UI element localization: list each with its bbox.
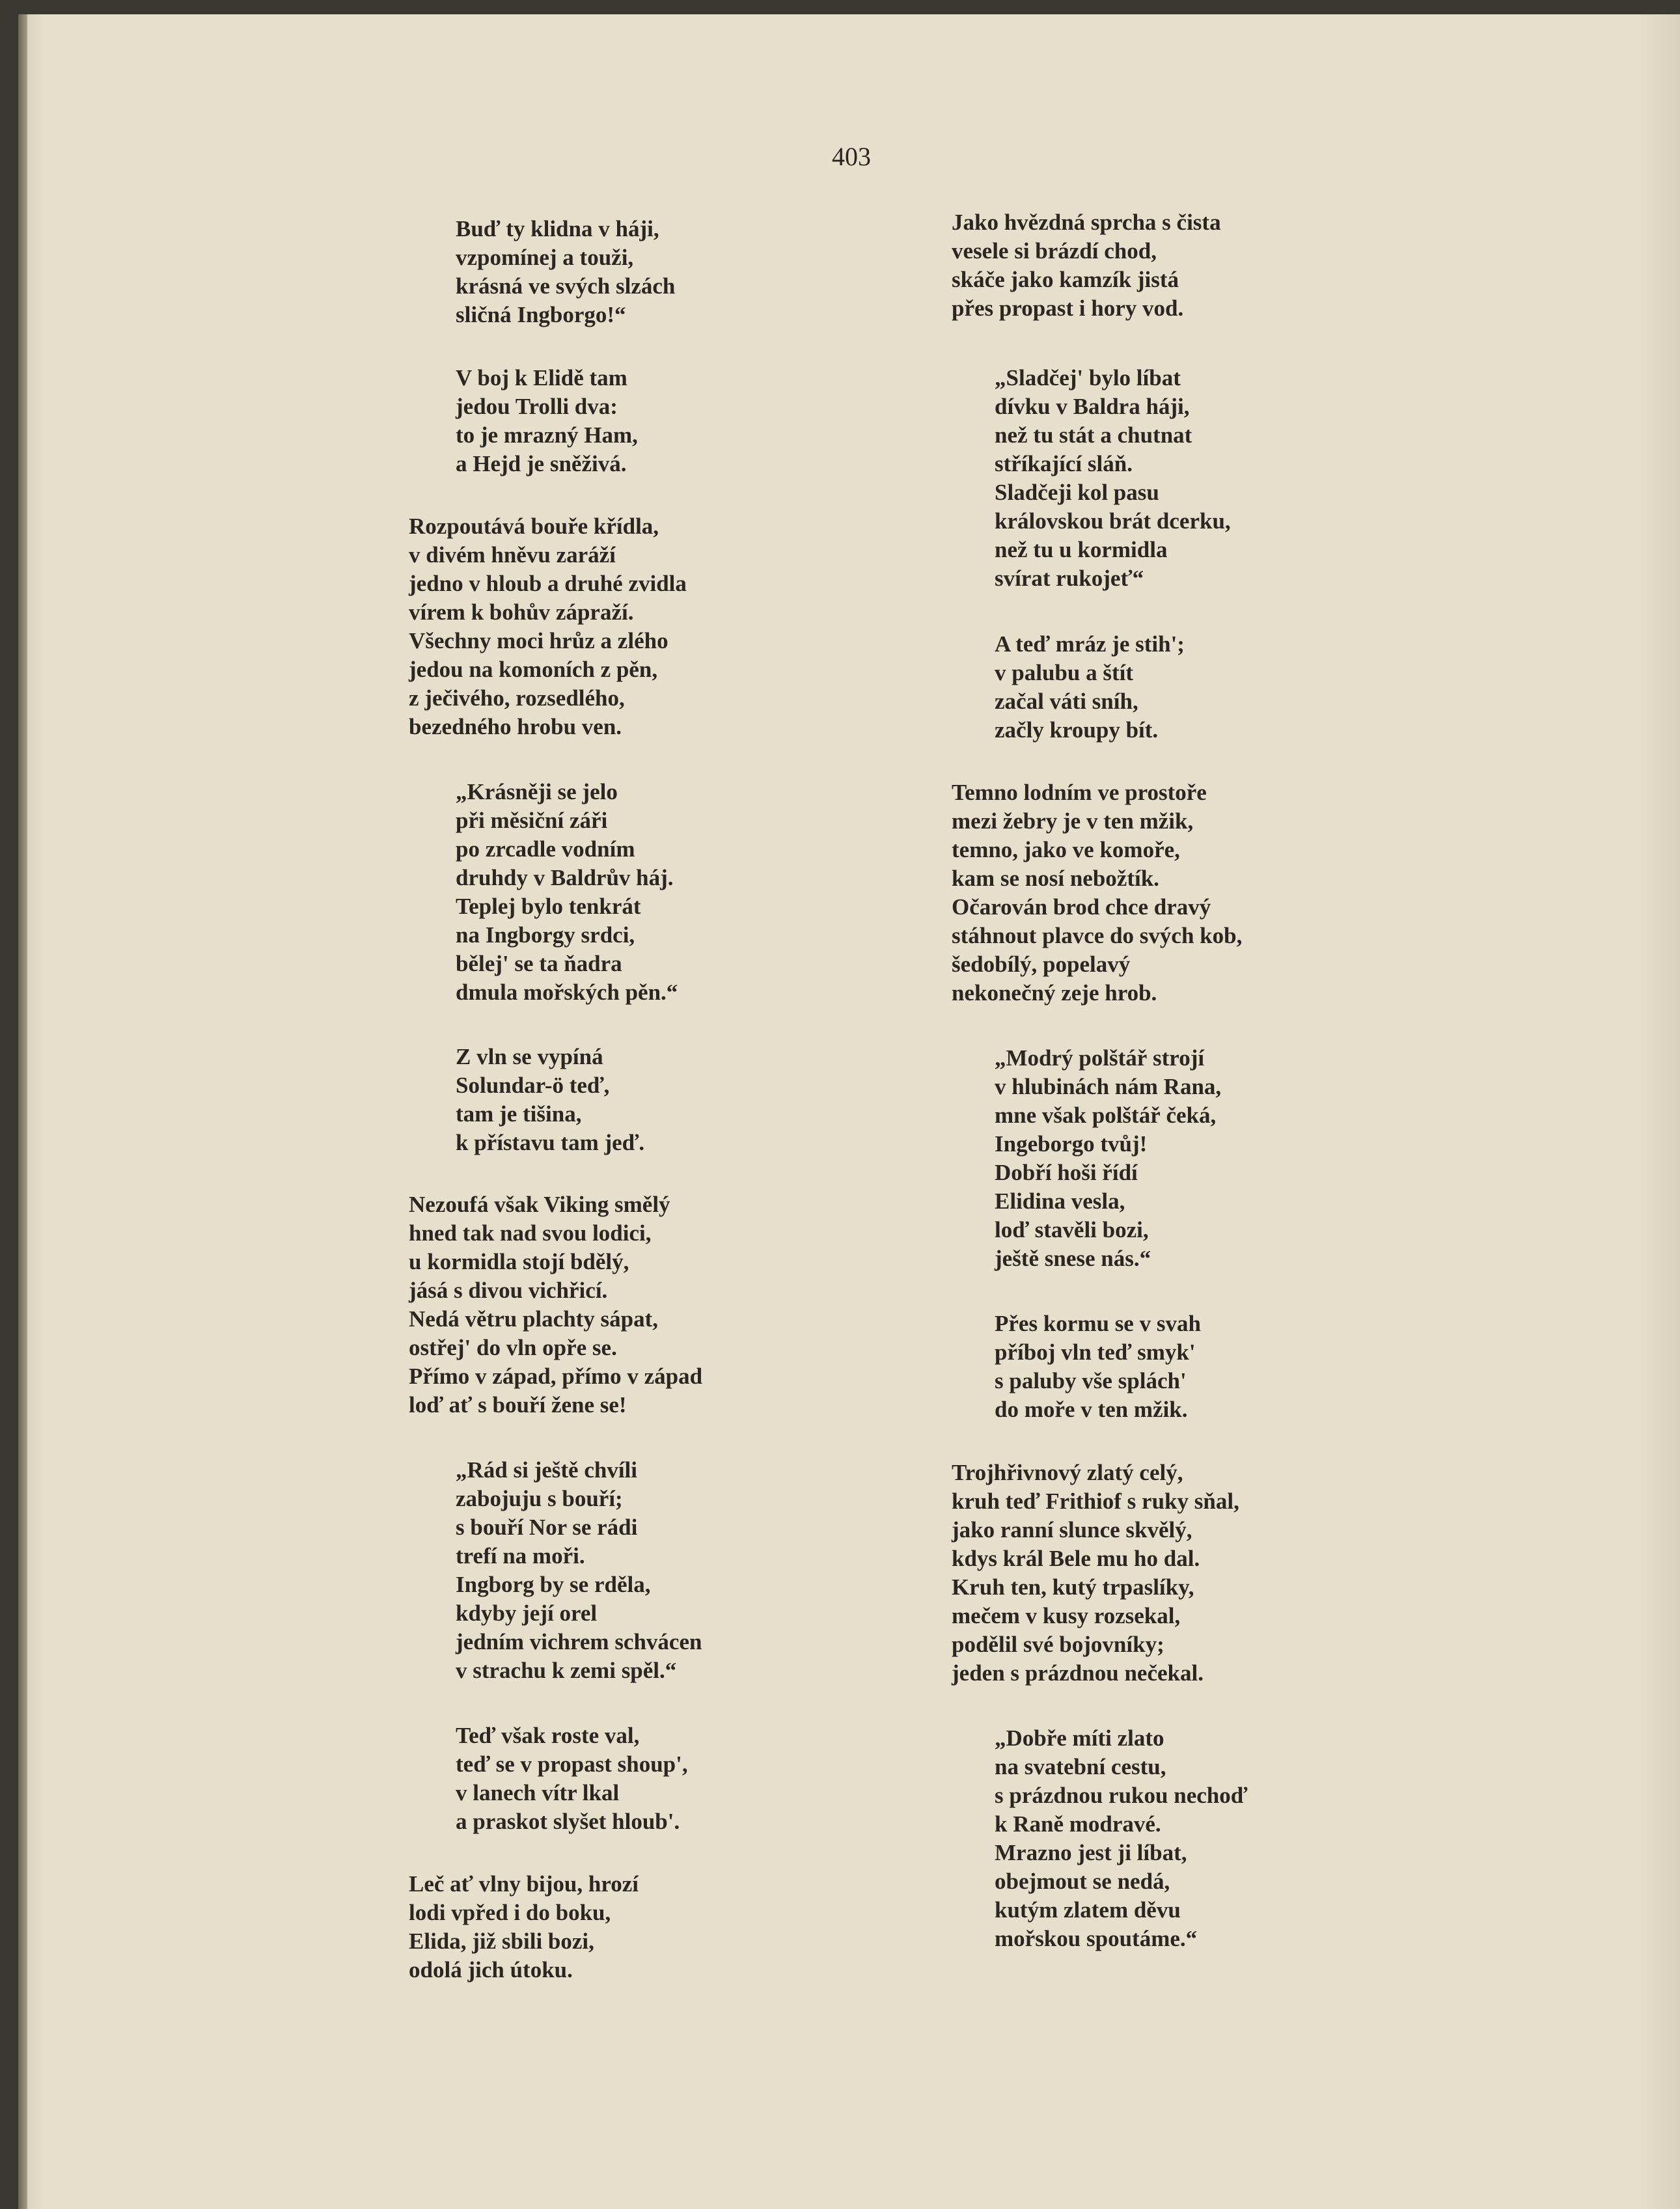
verse-line: stáhnout plavce do svých kob, <box>952 923 1243 948</box>
verse-line: s paluby vše splách' <box>995 1368 1187 1393</box>
verse-line: jedním vichrem schvácen <box>456 1629 702 1654</box>
verse-line: z ječivého, rozsedlého, <box>409 685 625 711</box>
stanza <box>456 778 678 1007</box>
verse-line: skáče jako kamzík jistá <box>952 267 1179 292</box>
verse-line: v hlubinách nám Rana, <box>995 1074 1222 1099</box>
verse-line: vírem k bohův zápraží. <box>409 599 634 625</box>
verse-line: a Hejd je sněživá. <box>456 451 627 476</box>
verse-line: Ingborg by se rděla, <box>456 1572 651 1597</box>
verse-line: Kruh ten, kutý trpaslíky, <box>952 1574 1194 1600</box>
verse-line: dívku v Baldra háji, <box>995 394 1190 419</box>
verse-line: na svatební cestu, <box>995 1754 1166 1779</box>
verse-line: „Sladčej' bylo líbat <box>995 365 1181 391</box>
verse-line: loď ať s bouří žene se! <box>409 1392 627 1418</box>
verse-line: temno, jako ve komoře, <box>952 837 1180 862</box>
verse-line: po zrcadle vodním <box>456 836 635 862</box>
stanza <box>995 1724 1247 1953</box>
verse-line: s prázdnou rukou nechoď <box>995 1783 1248 1808</box>
verse-line: bezedného hrobu ven. <box>409 714 622 739</box>
verse-line: Jako hvězdná sprcha s čista <box>952 210 1221 235</box>
verse-line: teď se v propast shoup', <box>456 1751 688 1777</box>
verse-line: ještě snese nás.“ <box>995 1246 1151 1271</box>
verse-line: zabojuju s bouří; <box>456 1486 623 1511</box>
stanza <box>995 364 1231 593</box>
stanza <box>995 630 1185 745</box>
verse-line: a praskot slyšet hloub'. <box>456 1809 680 1834</box>
verse-line: v strachu k zemi spěl.“ <box>456 1658 677 1683</box>
verse-line: na Ingborgy srdci, <box>456 922 635 948</box>
verse-line: druhdy v Baldrův háj. <box>456 865 674 890</box>
verse-line: jako ranní slunce skvělý, <box>952 1517 1192 1543</box>
verse-line: Solundar-ö teď, <box>456 1073 610 1098</box>
stanza <box>952 778 1242 1008</box>
verse-line: jeden s prázdnou nečekal. <box>952 1660 1204 1686</box>
verse-line: krásná ve svých slzách <box>456 273 676 299</box>
verse-line: V boj k Elidě tam <box>456 365 627 391</box>
verse-line: Trojhřivnový zlatý celý, <box>952 1460 1183 1485</box>
verse-line: mne však polštář čeká, <box>995 1103 1217 1128</box>
verse-line: vesele si brázdí chod, <box>952 238 1157 264</box>
verse-line: v divém hněvu zaráží <box>409 542 616 568</box>
verse-line: Přes kormu se v svah <box>995 1311 1201 1336</box>
verse-line: trefí na moři. <box>456 1543 585 1569</box>
verse-line: přes propast i hory vod. <box>952 295 1184 321</box>
verse-line: bělej' se ta ňadra <box>456 951 622 976</box>
verse-line: začly kroupy bít. <box>995 717 1159 743</box>
verse-line: stříkající sláň. <box>995 451 1133 476</box>
stanza <box>995 1310 1201 1424</box>
verse-line: loď stavěli bozi, <box>995 1217 1149 1242</box>
verse-line: mořskou spoutáme.“ <box>995 1926 1198 1951</box>
page-number: 403 <box>832 142 871 171</box>
verse-line: Očarován brod chce dravý <box>952 894 1211 920</box>
verse-line: Teď však roste val, <box>456 1723 640 1748</box>
page-binding-edge <box>18 14 27 2209</box>
verse-line: hned tak nad svou lodici, <box>409 1220 652 1246</box>
verse-line: Nezoufá však Viking smělý <box>409 1192 670 1217</box>
verse-line: v lanech vítr lkal <box>456 1780 620 1805</box>
stanza <box>456 1043 644 1157</box>
verse-line: obejmout se nedá, <box>995 1869 1170 1894</box>
verse-line: Leč ať vlny bijou, hrozí <box>409 1871 639 1897</box>
verse-line: sličná Ingborgo!“ <box>456 302 626 327</box>
verse-line: s bouří Nor se rádi <box>456 1515 638 1540</box>
stanza <box>456 215 675 329</box>
verse-line: kruh teď Frithiof s ruky sňal, <box>952 1489 1239 1514</box>
verse-line: vzpomínej a touži, <box>456 245 634 270</box>
verse-line: „Krásněji se jelo <box>456 779 618 804</box>
verse-line: u kormidla stojí bdělý, <box>409 1249 629 1274</box>
verse-line: začal váti sníh, <box>995 689 1138 714</box>
verse-line: svírat rukojeť“ <box>995 566 1144 591</box>
verse-line: do moře v ten mžik. <box>995 1397 1188 1422</box>
stanza <box>409 1870 639 1984</box>
verse-line: Rozpoutává bouře křídla, <box>409 514 659 539</box>
verse-line: kam se nosí nebožtík. <box>952 866 1159 891</box>
verse-line: Nedá větru plachty sápat, <box>409 1306 659 1332</box>
verse-line: podělil své bojovníky; <box>952 1632 1164 1657</box>
verse-line: než tu stát a chutnat <box>995 422 1192 448</box>
verse-line: Mrazno jest ji líbat, <box>995 1840 1187 1865</box>
verse-line: kdyby její orel <box>456 1600 598 1626</box>
verse-line: „Dobře míti zlato <box>995 1725 1164 1751</box>
stanza <box>456 1722 688 1836</box>
verse-line: Buď ty klidna v háji, <box>456 216 659 241</box>
verse-line: při měsiční záři <box>456 808 608 833</box>
verse-line: kdys král Bele mu ho dal. <box>952 1546 1200 1571</box>
verse-line: nekonečný zeje hrob. <box>952 980 1157 1006</box>
verse-line: A teď mráz je stih'; <box>995 631 1185 657</box>
verse-line: Teplej bylo tenkrát <box>456 894 641 919</box>
verse-line: v palubu a štít <box>995 660 1133 685</box>
verse-line: mezi žebry je v ten mžik, <box>952 808 1194 834</box>
verse-line: Temno lodním ve prostoře <box>952 780 1207 805</box>
verse-line: Z vln se vypíná <box>456 1044 603 1069</box>
verse-line: královskou brát dcerku, <box>995 508 1231 534</box>
verse-line: dmula mořských pěn.“ <box>456 980 678 1005</box>
verse-line: kutým zlatem děvu <box>995 1897 1181 1923</box>
verse-line: Dobří hoši řídí <box>995 1160 1138 1185</box>
stanza <box>952 1459 1239 1688</box>
verse-line: Přímo v západ, přímo v západ <box>409 1364 703 1389</box>
verse-line: Elidina vesla, <box>995 1188 1125 1214</box>
verse-line: k Raně modravé. <box>995 1811 1161 1837</box>
verse-line: k přístavu tam jeď. <box>456 1130 645 1155</box>
verse-line: jedou na komoních z pěn, <box>409 657 658 682</box>
verse-line: šedobílý, popelavý <box>952 952 1131 977</box>
stanza <box>409 512 687 741</box>
stanza <box>456 1456 702 1685</box>
verse-line: Ingeborgo tvůj! <box>995 1131 1148 1157</box>
verse-line: než tu u kormidla <box>995 537 1168 562</box>
verse-line: Sladčeji kol pasu <box>995 480 1159 505</box>
book-page <box>18 14 1680 2209</box>
verse-line: jedno v hloub a druhé zvidla <box>409 571 687 596</box>
stanza <box>456 364 638 478</box>
stanza <box>409 1190 702 1420</box>
verse-line: lodi vpřed i do boku, <box>409 1900 611 1925</box>
verse-line: Elida, již sbili bozi, <box>409 1928 594 1954</box>
verse-line: ostřej' do vln opře se. <box>409 1335 617 1360</box>
stanza <box>952 208 1221 323</box>
verse-line: „Rád si ještě chvíli <box>456 1457 638 1483</box>
verse-line: tam je tišina, <box>456 1101 582 1127</box>
verse-line: jásá s divou vichřicí. <box>409 1278 608 1303</box>
verse-line: to je mrazný Ham, <box>456 422 638 448</box>
verse-line: příboj vln teď smyk' <box>995 1339 1196 1365</box>
verse-line: „Modrý polštář strojí <box>995 1045 1205 1071</box>
verse-line: mečem v kusy rozsekal, <box>952 1603 1181 1628</box>
verse-line: Všechny moci hrůz a zlého <box>409 628 668 653</box>
verse-line: odolá jich útoku. <box>409 1957 573 1983</box>
verse-line: jedou Trolli dva: <box>456 394 618 419</box>
stanza <box>995 1044 1221 1273</box>
